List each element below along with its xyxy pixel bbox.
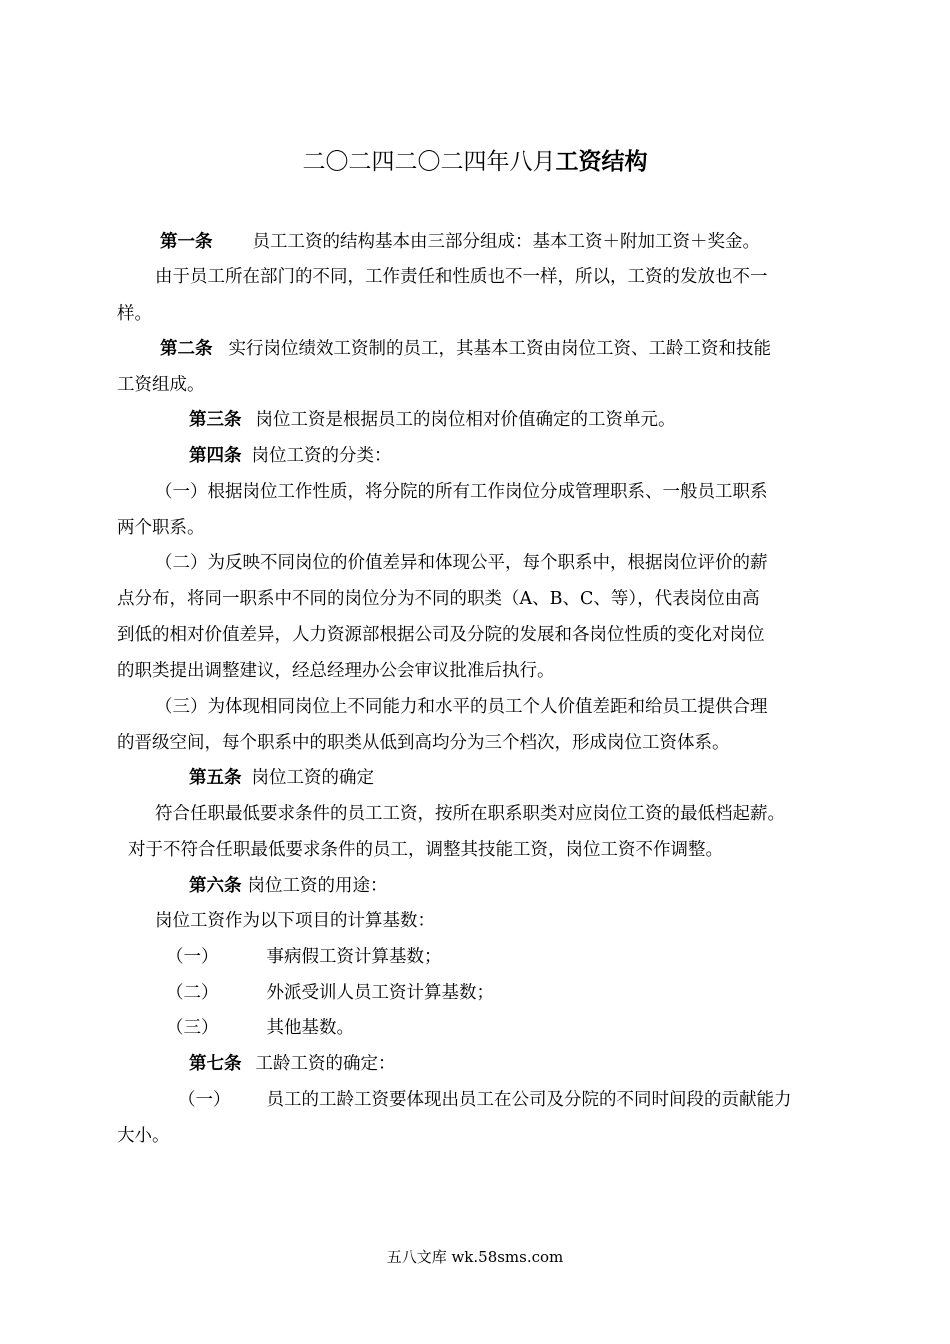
- list-item: [166, 1016, 354, 1040]
- article-4-text: 岗位工资的分类：: [251, 446, 392, 466]
- paragraph: 工资组成。: [117, 375, 205, 395]
- article-5: [189, 766, 374, 790]
- article-5-label: 第五条: [189, 768, 242, 788]
- article-7-text: 工龄工资的确定：: [255, 1054, 396, 1074]
- paragraph: 两个职系。: [117, 518, 205, 538]
- page-title: [0, 143, 950, 176]
- title-date: 二〇二四二〇二四年八月: [302, 149, 556, 175]
- paragraph-text: 员工的工龄工资要体现出员工在公司及分院的不同时间段的贡献能力: [266, 1090, 792, 1110]
- list-item-number: （三）: [166, 1018, 219, 1038]
- title-main: 工资结构: [555, 148, 648, 175]
- article-2-label: 第二条: [160, 339, 213, 359]
- article-3-label: 第三条: [189, 410, 242, 430]
- article-4: [189, 444, 392, 468]
- article-1-text: 员工工资的结构基本由三部分组成：基本工资＋附加工资＋奖金。: [252, 232, 760, 252]
- paragraph: [178, 1088, 792, 1112]
- article-3: [189, 408, 676, 432]
- paragraph: 由于员工所在部门的不同，工作责任和性质也不一样，所以，工资的发放也不一: [155, 267, 768, 287]
- paragraph: 的职类提出调整建议，经总经理办公会审议批准后执行。: [117, 661, 555, 681]
- paragraph: 点分布，将同一职系中不同的岗位分为不同的职类（A、B、C、等），代表岗位由高: [117, 589, 760, 609]
- list-item-number: （一）: [166, 947, 219, 967]
- paragraph: （二）为反映不同岗位的价值差异和体现公平，每个职系中，根据岗位评价的薪: [155, 553, 768, 573]
- article-4-label: 第四条: [189, 446, 242, 466]
- list-item-number: （二）: [166, 983, 219, 1003]
- paragraph: （三）为体现相同岗位上不同能力和水平的员工个人价值差距和给员工提供合理: [155, 697, 768, 717]
- paragraph: 样。: [117, 304, 152, 324]
- list-item-text: 外派受训人员工资计算基数；: [266, 983, 494, 1003]
- paragraph: 到低的相对价值差异，人力资源部根据公司及分院的发展和各岗位性质的变化对岗位: [117, 625, 765, 645]
- article-6-label: 第六条: [189, 876, 242, 896]
- paragraph: 符合任职最低要求条件的员工工资，按所在职系职类对应岗位工资的最低档起薪。: [155, 804, 785, 824]
- article-1: [160, 230, 760, 254]
- footer-watermark: 五八文库 wk.58sms.com: [386, 1248, 564, 1266]
- article-6-text: 岗位工资的用途：: [247, 876, 388, 896]
- article-7-label: 第七条: [189, 1054, 242, 1074]
- article-1-label: 第一条: [160, 232, 213, 252]
- paragraph: 对于不符合任职最低要求条件的员工，调整其技能工资，岗位工资不作调整。: [128, 840, 723, 860]
- article-6: [189, 874, 388, 898]
- list-item: [166, 981, 494, 1005]
- article-2-text: 实行岗位绩效工资制的员工，其基本工资由岗位工资、工龄工资和技能: [228, 339, 771, 359]
- paragraph: （一）根据岗位工作性质，将分院的所有工作岗位分成管理职系、一般员工职系: [155, 482, 768, 502]
- list-item-text: 其他基数。: [266, 1018, 354, 1038]
- list-item-number: （一）: [178, 1090, 231, 1110]
- paragraph: 的晋级空间，每个职系中的职类从低到高均分为三个档次，形成岗位工资体系。: [117, 733, 730, 753]
- list-item: [166, 945, 442, 969]
- article-2: [160, 337, 771, 361]
- article-7: [189, 1052, 396, 1076]
- article-3-text: 岗位工资是根据员工的岗位相对价值确定的工资单元。: [255, 410, 676, 430]
- paragraph: 岗位工资作为以下项目的计算基数：: [155, 911, 435, 931]
- list-item-text: 事病假工资计算基数；: [266, 947, 442, 967]
- paragraph: 大小。: [117, 1126, 170, 1146]
- article-5-text: 岗位工资的确定: [251, 768, 374, 788]
